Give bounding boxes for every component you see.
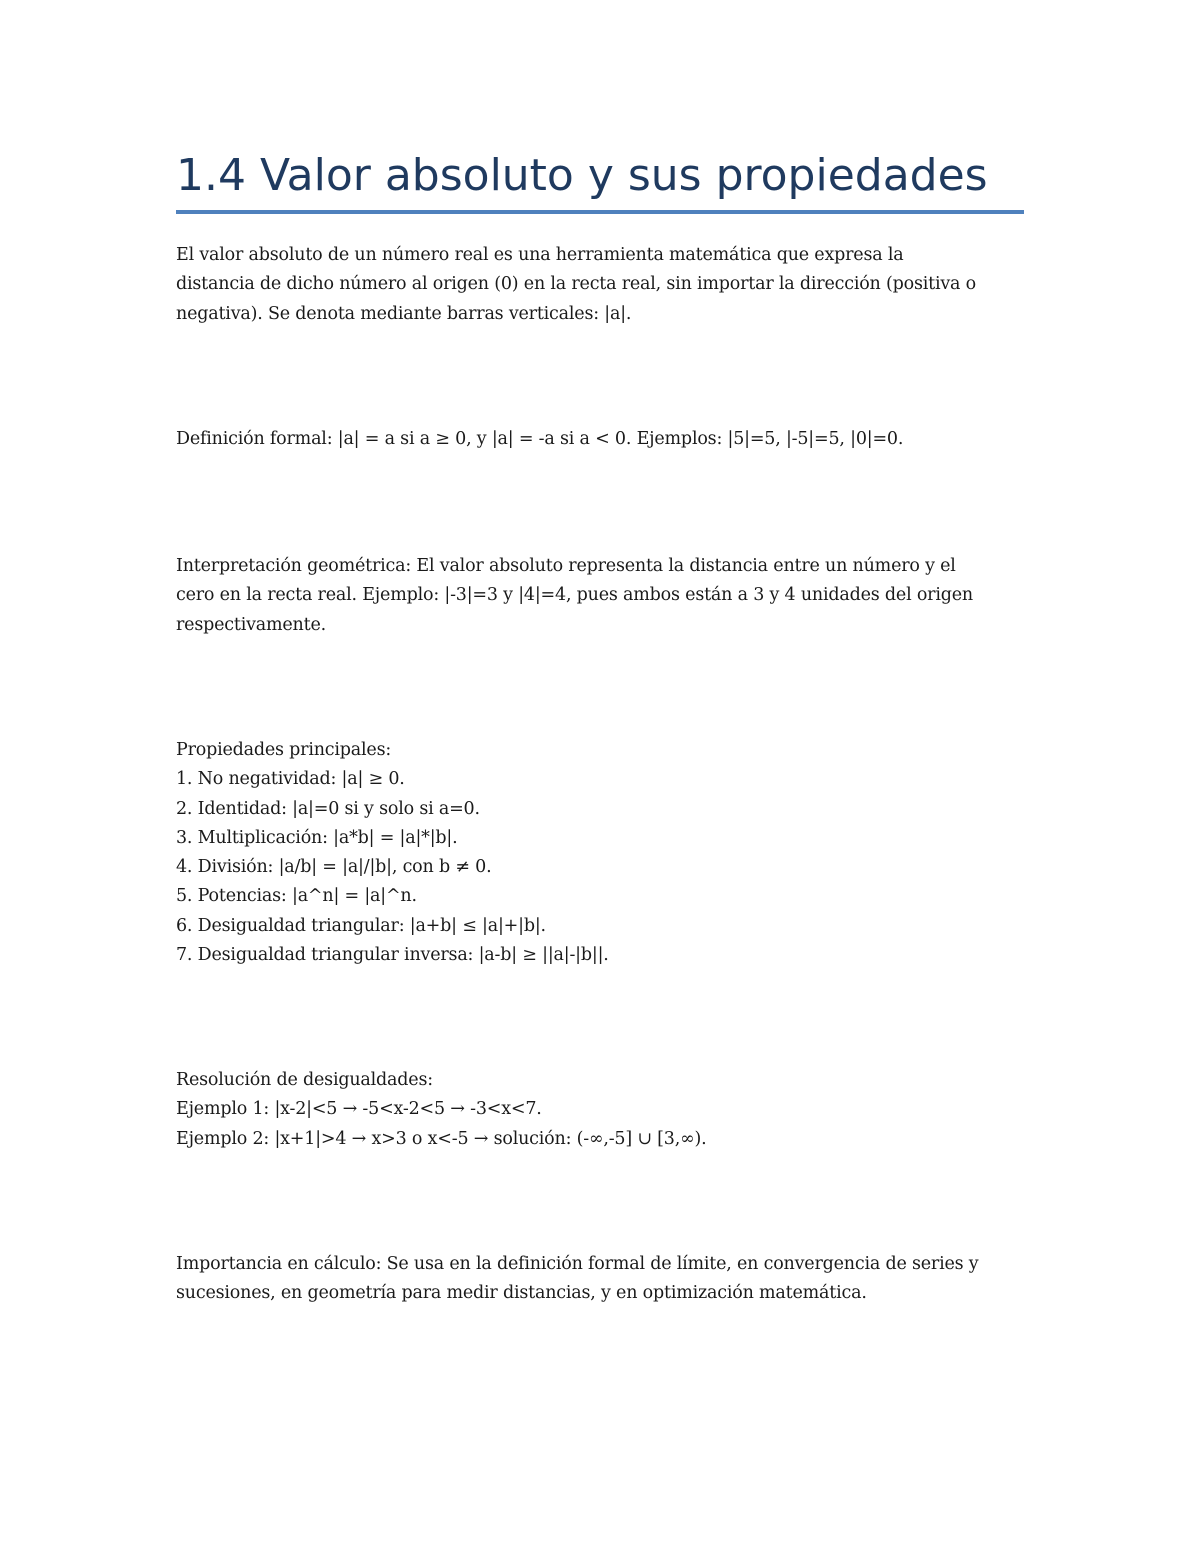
geometric-paragraph <box>176 552 1036 640</box>
intro-paragraph <box>176 241 1036 329</box>
paragraph-line: sucesiones, en geometría para medir distancias, y en optimización matemática. <box>176 1283 867 1304</box>
page-title: 1.4 Valor absoluto y sus propiedades <box>176 150 988 201</box>
properties-heading: Propiedades principales: <box>176 740 392 760</box>
paragraph-line: Definición formal: |a| = a si a ≥ 0, y |a| = -a si a < 0. Ejemplos: |5|=5, |-5|=5, |0|=0. <box>176 429 904 449</box>
inequalities-heading: Resolución de desigualdades: <box>176 1070 433 1090</box>
property-item: 2. Identidad: |a|=0 si y solo si a=0. <box>176 798 480 819</box>
property-item: 3. Multiplicación: |a*b| = |a|*|b|. <box>176 827 458 848</box>
paragraph-line: Importancia en cálculo: Se usa en la definición formal de límite, en convergencia de series y <box>176 1254 979 1274</box>
paragraph-line: cero en la recta real. Ejemplo: |-3|=3 y |4|=4, pues ambos están a 3 y 4 unidades del origen <box>176 585 973 606</box>
paragraph-line: respectivamente. <box>176 614 326 635</box>
properties-section <box>176 736 1036 970</box>
inequalities-section <box>176 1066 1036 1154</box>
paragraph-line: distancia de dicho número al origen (0) en la recta real, sin importar la dirección (positiva o <box>176 274 976 295</box>
definition-paragraph <box>176 425 1036 454</box>
example-item: Ejemplo 1: |x-2|<5 → -5<x-2<5 → -3<x<7. <box>176 1099 542 1120</box>
paragraph-line: negativa). Se denota mediante barras verticales: |a|. <box>176 303 632 324</box>
property-item: 4. División: |a/b| = |a|/|b|, con b ≠ 0. <box>176 857 492 878</box>
title-underline <box>176 210 1024 214</box>
property-item: 1. No negatividad: |a| ≥ 0. <box>176 769 405 790</box>
property-item: 6. Desigualdad triangular: |a+b| ≤ |a|+|b|. <box>176 915 546 936</box>
paragraph-line: El valor absoluto de un número real es una herramienta matemática que expresa la <box>176 245 904 265</box>
importance-paragraph <box>176 1250 1036 1309</box>
example-item: Ejemplo 2: |x+1|>4 → x>3 o x<-5 → solución: (-∞,-5] ∪ [3,∞). <box>176 1128 707 1149</box>
property-item: 7. Desigualdad triangular inversa: |a-b| ≥ ||a|-|b||. <box>176 945 609 966</box>
paragraph-line: Interpretación geométrica: El valor absoluto representa la distancia entre un número y el <box>176 556 956 576</box>
property-item: 5. Potencias: |a^n| = |a|^n. <box>176 886 417 907</box>
